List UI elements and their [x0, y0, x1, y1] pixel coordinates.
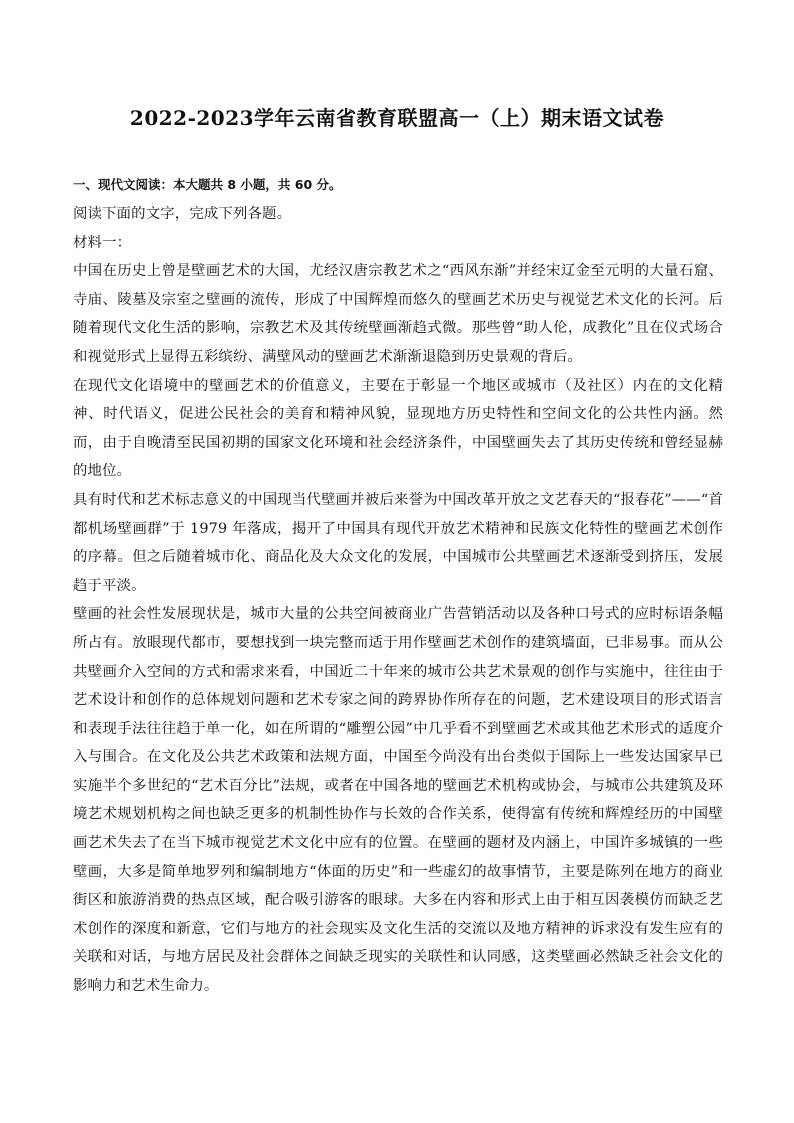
paragraph-3: 具有时代和艺术标志意义的中国现当代壁画并被后来誉为中国改革开放之文艺春天的“报春花”——“首都机场壁画群”于 1979 年落成，揭开了中国具有现代开放艺术精神和民族文化特性的壁画艺术创作的序幕。但之后随着城市化、商品化及大众文化的发展，中国城市公共壁画艺术逐渐受到挤压，发展趋于平淡。: [73, 491, 723, 594]
paragraph-2: 在现代文化语境中的壁画艺术的价值意义，主要在于彰显一个地区或城市（及社区）内在的文化精神、时代语义，促进公民社会的美育和精神风貌，显现地方历史特性和空间文化的公共性内涵。然而，由于自晚清至民国初期的国家文化环境和社会经济条件，中国壁画失去了其历史传统和曾经显赫的地位。: [73, 377, 723, 480]
paragraph-4: 壁画的社会性发展现状是，城市大量的公共空间被商业广告营销活动以及各种口号式的应时标语条幅所占有。放眼现代都市，要想找到一块完整而适于用作壁画艺术创作的建筑墙面，已非易事。而从公共壁画介入空间的方式和需求来看，中国近二十年来的城市公共艺术景观的创作与实施中，往往由于艺术设计和创作的总体规划问题和艺术专家之间的跨界协作所存在的问题，艺术建设项目的形式语言和表现手法往往趋于单一化，如在所谓的“雕塑公园”中几乎看不到壁画艺术或其他艺术形式的适度介入与围合。在文化及公共艺术政策和法规方面，中国至今尚没有出台类似于国际上一些发达国家早已实施半个多世纪的“艺术百分比”法规，或者在中国各地的壁画艺术机构或协会，与城市公共建筑及环境艺术规划机构之间也缺乏更多的机制性协作与长效的合作关系，使得富有传统和辉煌经历的中国壁画艺术失去了在当下城市视觉艺术文化中应有的位置。在壁画的题材及内涵上，中国许多城镇的一些壁画，大多是简单地罗列和编制地方“体面的历史”和一些虚幻的故事情节，主要是陈列在地方的商业街区和旅游消费的热点区域，配合吸引游客的眼球。大多在内容和形式上由于相互因袭模仿而缺乏艺术创作的深度和新意，它们与地方的社会现实及文化生活的交流以及地方精神的诉求没有发生应有的关联和对话，与地方居民及社会群体之间缺乏现实的关联性和认同感，这类壁画必然缺乏社会文化的影响力和艺术生命力。: [73, 606, 723, 995]
document-body: [73, 174, 723, 1001]
reading-instruction: 阅读下面的文字，完成下列各题。: [73, 206, 292, 222]
section-heading: 一、现代文阅读：本大题共 8 小题，共 60 分。: [73, 177, 342, 192]
exam-title: 2022-2023学年云南省教育联盟高一（上）期末语文试卷: [129, 106, 665, 130]
paragraph-1: 中国在历史上曾是壁画艺术的大国，尤经汉唐宗教艺术之“西风东渐”并经宋辽金至元明的大量石窟、寺庙、陵墓及宗室之壁画的流传，形成了中国辉煌而悠久的壁画艺术历史与视觉艺术文化的长河。后随着现代文化生活的影响，宗教艺术及其传统壁画渐趋式微。那些曾“助人伦，成教化”且在仪式场合和视觉形式上显得五彩缤纷、满壁风动的壁画艺术渐渐退隐到历史景观的背后。: [73, 263, 723, 365]
material-label: 材料一：: [73, 234, 132, 251]
